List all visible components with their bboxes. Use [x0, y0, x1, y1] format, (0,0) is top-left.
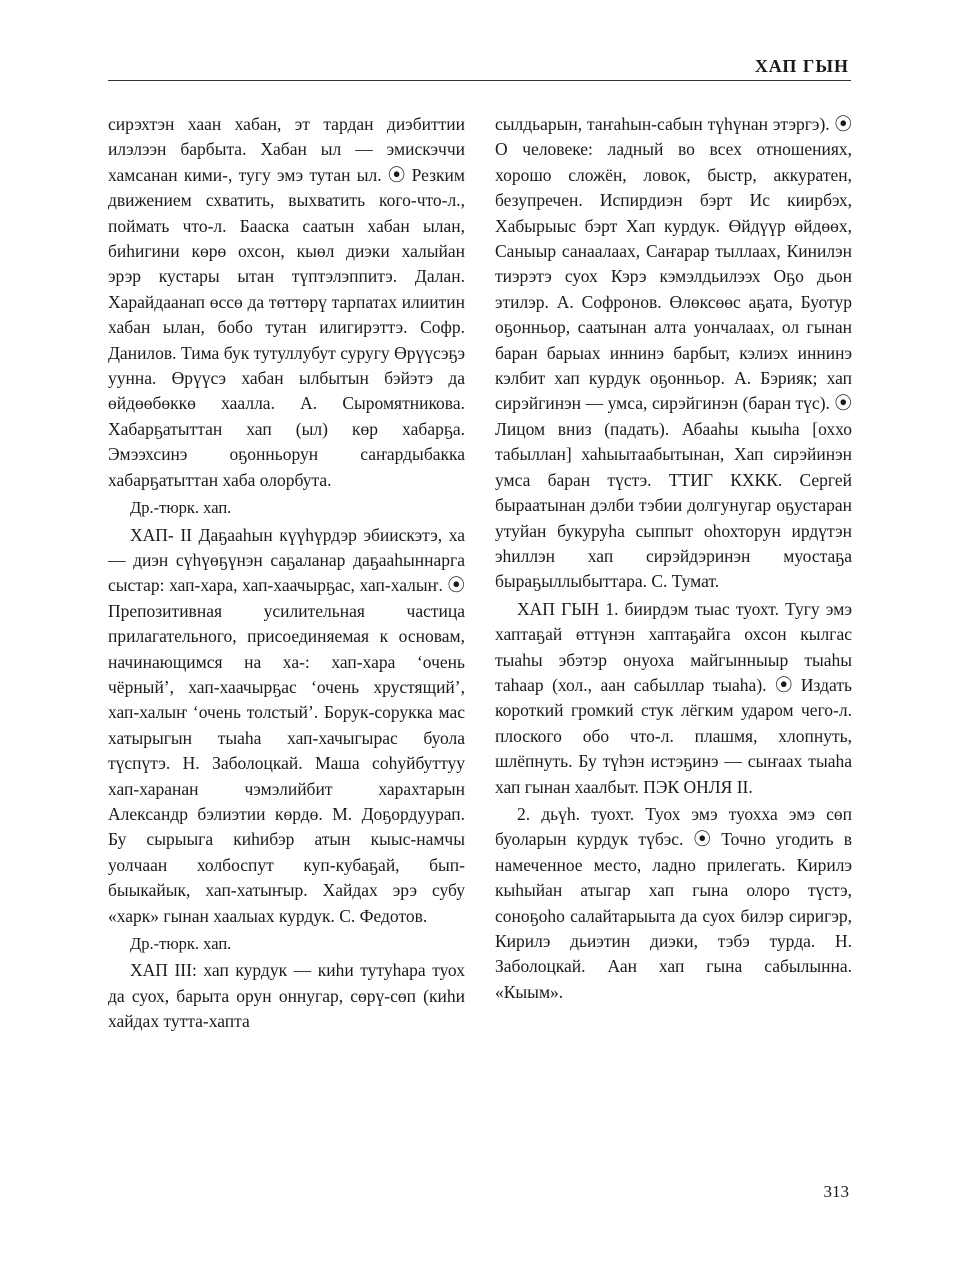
etymology-line: Др.-тюрк. хап.: [130, 934, 232, 953]
entry-paragraph: ХАП III: хап курдук — киһи тутуһара туох да суох, барыта орун оннугар, сөрү-сөп (киһи хайдах тутта-хапта: [108, 960, 465, 1032]
entry-paragraph: сылдьарын, таҥаһын-сабын түһүнан этэргэ). ⦿ О человеке: ладный во всех отношениях, хорошо сложён, ловок, быстр, аккуратен, безупречен. Испирдиэн бэрт Ис киирбэх, Хабырыыс бэрт Хап курдук. Өйдүүр өйдөөх, Саныыр санаалаах, Саҥарар тыллаах, Кинилэн тиэрэтэ суох Кэрэ кэмэлдьилээх Оҕо дьон этилэр. А. Софронов. Өлөксөөс аҕата, Буотур оҕонньор, саатынан алта уончалаах, ол гынан баран барыах иннинэ барбыт, кэлиэх иннинэ кэлбит хап курдук оҕонньор. А. Бэрияк; хап сирэйгинэн — умса, сирэйгинэн (баран түс). ⦿ Лицом вниз (падать). Абааһы кыыһа [оххо табыллан] хаһыытаабытынан, Хап сирэйинэн умса баран түстэ. ТТИГ КХКК. Сергей быраатынан дэлби тэбии долгунугар оҕустаран утуйан букуруһа сыппыт оһохторун ирдүтэн эһиллэн хап сирэйдэринэн муостаҕа быраҕыллыбыттара. С. Тумат.: [495, 114, 852, 592]
etymology-line: Др.-тюрк. хап.: [130, 498, 232, 518]
page-number: 313: [823, 1182, 849, 1201]
right-column: [495, 112, 852, 1007]
entry-paragraph: сирэхтэн хаан хабан, эт тардан диэбиттии илэлээн барбыта. Хабан ыл — эмискэччи хамсанан кими-, тугу эмэ тутан ыл. ⦿ Резким движением схватить, выхватить кого-что-л., поймать что-л. Бааска саатын хабан ылан, биһигини көрө охсон, кыөл диэки халыйан эрэр кустары ытан түптэлэппитэ. Далан. Харайдаанап өссө да төттөрү тарпатах илиитин хабан ылан, бобо тутан илигирэттэ. Софр. Данилов. Тима бук тутуллубут суругу Өрүүсэҕэ уунна. Өрүүсэ хабан ылбытын бэйэтэ да өйдөөбөккө хаалла. А. Сыромятникова. Хабарҕатыттан хап (ыл) көр хабарҕа. Эмээхсинэ оҕонньорун саҥардыбакка хабарҕатыттан хаба олорбута.: [108, 114, 465, 490]
entry-paragraph: 2. дьүһ. туохт. Туох эмэ туохха эмэ сөп буоларын курдук түбэс. ⦿ Точно угодить в намеченное место, ладно прилегать. Кирилэ кыһыйан атыгар хап гына олоро түстэ, соноҕоһо салайтарыыта да суох билэр сиригэр, Кирилэ дьиэтин диэки, тэбэ турда. Н. Заболоцкай. Аан хап гына сабылынна. «Кыым».: [495, 803, 852, 1002]
running-head: ХАП ГЫН: [754, 56, 849, 76]
entry-paragraph: ХАП- II Даҕааһын күүһүрдэр эбиискэтэ, ха — диэн сүһүөҕүнэн саҕаланар даҕааһыннарга сыстар: хап-хара, хап-хаачырҕас, хап-халыҥ. ⦿ Препозитивная усилительная частица прилагательного, присоединяемая к основам, начинающимся на ха-: хап-хара ‘очень чёрный’, хап-хаачырҕас ‘очень хрустящий’, хап-халыҥ ‘очень толстый’. Борук-сорукка мас хатырыгын тыаһа хап-хачыгырас буола түспүтэ. Н. Заболоцкай. Маша соһуйбуттуу хап-харанан чэмэлийбит харахтарын Александр бэлиэтии көрдө. М. Доҕордуурап. Бу сырыыга киһибэр атын кыыс-намчы уолчаан холбоспут куп-кубаҕай, бып-быыкайык, хап-хатыҥыр. Хайдах эрэ субу «харк» гынан хаалыах курдук. С. Федотов.: [108, 524, 465, 926]
left-column: [108, 112, 465, 1037]
entry-paragraph: ХАП ГЫН 1. биирдэм тыас туохт. Тугу эмэ хаптаҕай өттүнэн хаптаҕайга охсон кылгас тыаһы эбэтэр онуоха майгынныыр тыаһы таһаар (хол., аан сабыллар тыаһа). ⦿ Издать короткий громкий стук лёгким ударом чего-л. плоского обо что-л. плашмя, хлопнуть, шлёпнуть. Бу түһэн истэҕинэ — сыҥаах тыаһа хап гынан хаалбыт. ПЭК ОНЛЯ II.: [495, 598, 852, 797]
header-rule: [108, 80, 851, 81]
